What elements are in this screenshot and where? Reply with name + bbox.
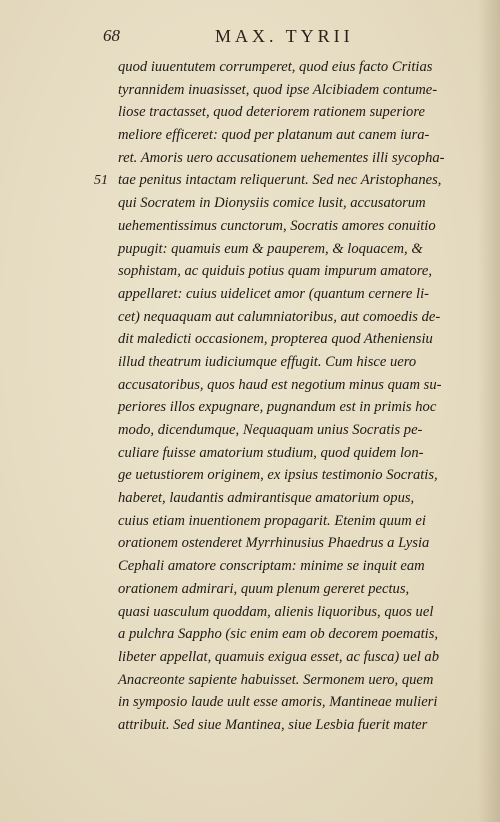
text-line: dit maledicti occasionem, propterea quod Atheniensiu xyxy=(118,331,433,348)
text-line: quod iuuentutem corrumperet, quod eius facto Critias xyxy=(118,59,433,75)
text-line: uehementissimus cunctorum, Socratis amores conuitio xyxy=(118,217,436,234)
text-line: tae penitus intactam reliquerunt. Sed nec Aristophanes, xyxy=(118,172,442,189)
text-line: illud theatrum iudiciumque effugit. Cum hisce uero xyxy=(118,353,417,370)
text-line: periores illos expugnare, pugnandum est in primis hoc xyxy=(118,399,437,416)
text-line: orationem ostenderet Myrrhinusius Phaedrus a Lysia xyxy=(118,535,430,552)
text-line: ret. Amoris uero accusationem uehementes illi sycopha- xyxy=(118,149,445,166)
text-line: cuius etiam inuentionem propagarit. Etenim quum ei xyxy=(118,512,426,529)
margin-section-number: 51 xyxy=(94,173,108,188)
text-line: Cephali amatore conscriptam: minime se inquit eam xyxy=(118,558,425,575)
text-line: qui Socratem in Dionysiis comice lusit, accusatorum xyxy=(118,195,426,212)
text-line: ge uetustiorem originem, ex ipsius testimonio Socratis, xyxy=(118,467,438,484)
text-line: Anacreonte sapiente habuisset. Sermonem uero, quem xyxy=(118,671,434,688)
text-line: modo, dicendumque, Nequaquam unius Socratis pe- xyxy=(118,422,423,438)
body-text xyxy=(118,56,470,737)
text-line: in symposio laude uult esse amoris, Mantineae mulieri xyxy=(118,694,438,711)
text-line: liose tractasset, quod deteriorem rationem superiore xyxy=(118,104,425,121)
text-line: a pulchra Sappho (sic enim eam ob decorem poematis, xyxy=(118,626,439,643)
text-line: cet) nequaquam aut calumniatoribus, aut comoedis de- xyxy=(118,308,441,325)
text-line: quasi uasculum quoddam, alienis liquoribus, quos uel xyxy=(118,603,434,620)
page-gutter-shadow xyxy=(478,0,500,822)
text-line: libeter appellat, quamuis exigua esset, ac fusca) uel ab xyxy=(118,648,439,665)
text-line: meliore efficeret: quod per platanum aut canem iura- xyxy=(118,127,430,144)
text-line: accusatoribus, quos haud est negotium minus quam su- xyxy=(118,376,442,393)
text-line: appellaret: cuius uidelicet amor (quantum cernere li- xyxy=(118,285,429,302)
text-line: attribuit. Sed siue Mantinea, siue Lesbia fuerit mater xyxy=(118,716,428,733)
page-number: 68 xyxy=(103,26,120,45)
text-line: sophistam, ac quiduis potius quam impurum amatore, xyxy=(118,263,433,280)
text-line: tyrannidem inuasisset, quod ipse Alcibiadem contume- xyxy=(118,81,438,98)
running-title: MAX. TYRII xyxy=(215,26,354,46)
text-line: orationem admirari, quum plenum gereret pectus, xyxy=(118,580,410,597)
text-line: haberet, laudantis admirantisque amatorium opus, xyxy=(118,490,415,507)
page-header xyxy=(0,26,500,52)
text-line: pupugit: quamuis eum & pauperem, & loquacem, & xyxy=(118,240,423,257)
text-line: culiare fuisse amatorium studium, quod quidem lon- xyxy=(118,444,424,461)
